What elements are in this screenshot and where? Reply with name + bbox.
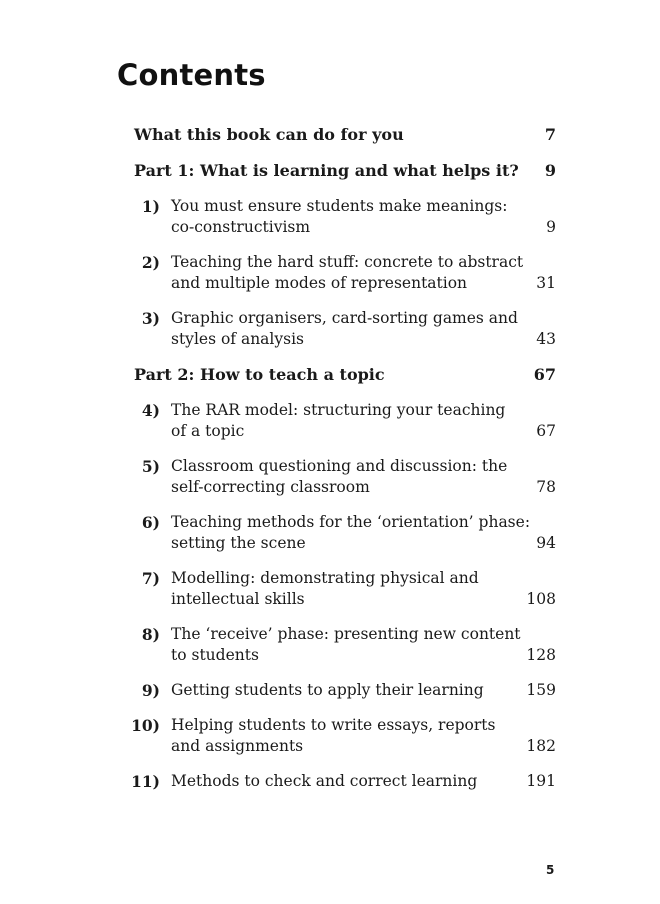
toc-chapter-number: 5) bbox=[141, 457, 160, 476]
toc-page-number: 182 bbox=[526, 737, 556, 755]
toc-chapter-title-line: Getting students to apply their learning bbox=[171, 681, 484, 699]
toc-chapter-title-line: You must ensure students make meanings: bbox=[171, 197, 508, 215]
toc-chapter-title-line: Teaching methods for the ‘orientation’ phase: bbox=[171, 513, 531, 531]
toc-chapter-title-line: Teaching the hard stuff: concrete to abstract bbox=[171, 253, 524, 271]
toc-chapter-number: 2) bbox=[141, 253, 160, 272]
toc-chapter-title-line: self-correcting classroom bbox=[171, 478, 370, 496]
toc-page-number: 9 bbox=[546, 218, 556, 236]
toc-chapter-number: 8) bbox=[141, 625, 160, 644]
toc-chapter-title-line: and assignments bbox=[171, 737, 304, 755]
toc-chapter-title bbox=[171, 196, 506, 238]
page-number: 5 bbox=[546, 863, 555, 877]
toc-page-number: 31 bbox=[536, 274, 556, 292]
toc-chapter-title-line: intellectual skills bbox=[171, 590, 305, 608]
toc-chapter-title-line: Helping students to write essays, reports bbox=[171, 716, 496, 734]
toc-chapter-number: 6) bbox=[141, 513, 160, 532]
toc-chapter-title-line: to students bbox=[171, 646, 259, 664]
toc-chapter-title-line: Graphic organisers, card-sorting games and bbox=[171, 309, 518, 327]
toc-chapter-title bbox=[171, 400, 506, 442]
toc-part-label: Part 1: What is learning and what helps it? bbox=[134, 161, 519, 180]
toc-page-number: 78 bbox=[536, 478, 556, 496]
toc-chapter-title-line: of a topic bbox=[171, 422, 245, 440]
toc-part-label: What this book can do for you bbox=[134, 125, 404, 144]
toc-chapter-number: 11) bbox=[131, 772, 160, 791]
toc-chapter-title bbox=[171, 680, 506, 701]
toc-chapter-number: 7) bbox=[141, 569, 160, 588]
toc-page-number: 94 bbox=[536, 534, 556, 552]
toc-chapter-title-line: setting the scene bbox=[171, 534, 306, 552]
toc-chapter-title bbox=[171, 715, 506, 757]
toc-chapter-title-line: Modelling: demonstrating physical and bbox=[171, 569, 479, 587]
toc-chapter-title bbox=[171, 624, 521, 666]
toc-page-number: 191 bbox=[526, 772, 556, 790]
page-title: Contents bbox=[117, 58, 266, 92]
toc-chapter-title bbox=[171, 308, 518, 350]
toc-chapter-number: 4) bbox=[141, 401, 160, 420]
toc-page-number: 159 bbox=[526, 681, 556, 699]
toc-chapter-title-line: co-constructivism bbox=[171, 218, 311, 236]
toc-page-number: 67 bbox=[533, 365, 556, 384]
toc-chapter-title bbox=[171, 456, 506, 498]
toc-page-number: 9 bbox=[544, 161, 556, 180]
toc-chapter-title bbox=[171, 512, 531, 554]
toc-chapter-title-line: styles of analysis bbox=[171, 330, 304, 348]
toc-part-label: Part 2: How to teach a topic bbox=[134, 365, 385, 384]
toc-chapter-title-line: The RAR model: structuring your teaching bbox=[171, 401, 506, 419]
toc-chapter-title bbox=[171, 252, 524, 294]
toc-page-number: 108 bbox=[526, 590, 556, 608]
toc-page-number: 7 bbox=[544, 125, 556, 144]
toc-chapter-number: 10) bbox=[131, 716, 160, 735]
toc-page-number: 128 bbox=[526, 646, 556, 664]
toc-page-number: 43 bbox=[536, 330, 556, 348]
toc-chapter-number: 9) bbox=[141, 681, 160, 700]
toc-chapter-title-line: Methods to check and correct learning bbox=[171, 772, 478, 790]
toc-chapter-title-line: The ‘receive’ phase: presenting new content bbox=[171, 625, 521, 643]
toc-chapter-title bbox=[171, 771, 506, 792]
toc-chapter-title-line: and multiple modes of representation bbox=[171, 274, 468, 292]
toc-chapter-title-line: Classroom questioning and discussion: the bbox=[171, 457, 508, 475]
toc-page-number: 67 bbox=[536, 422, 556, 440]
toc-chapter-number: 3) bbox=[141, 309, 160, 328]
toc-chapter-title bbox=[171, 568, 506, 610]
toc-chapter-number: 1) bbox=[141, 197, 160, 216]
